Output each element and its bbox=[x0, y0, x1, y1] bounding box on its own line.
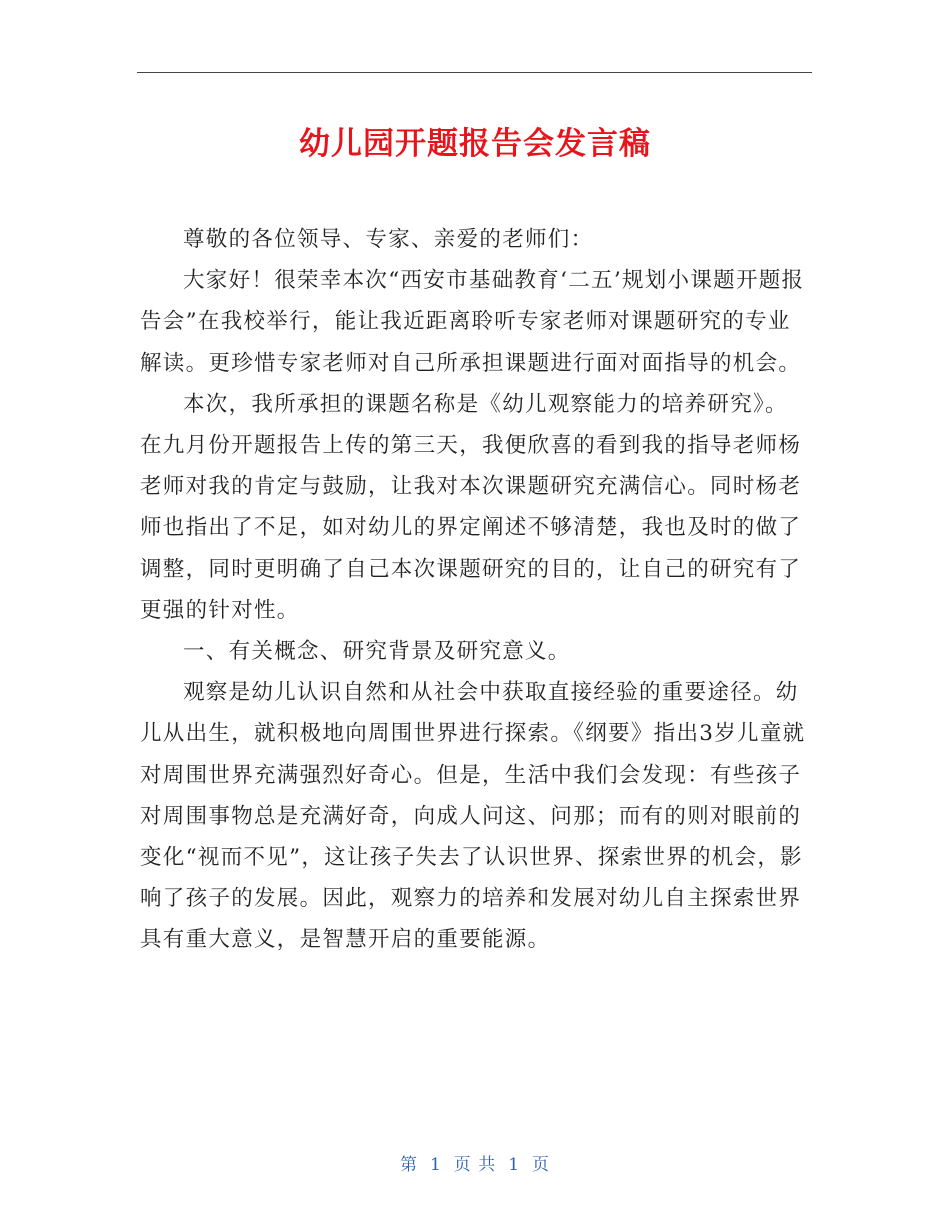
footer-label-page: 第 bbox=[399, 1155, 418, 1175]
intro-paragraph: 大家好！很荣幸本次“西安市基础教育‘二五’规划小课题开题报告会”在我校举行，能让我近距离聆听专家老师对课题研究的专业解读。更珍惜专家老师对自己所承担课题进行面对面指导的机会。 bbox=[140, 268, 805, 376]
salutation-paragraph: 尊敬的各位领导、专家、亲爱的老师们： bbox=[183, 227, 594, 252]
topic-paragraph: 本次，我所承担的课题名称是《幼儿观察能力的培养研究》。在九月份开题报告上传的第三天，我便欣喜的看到我的指导老师杨老师对我的肯定与鼓励，让我对本次课题研究充满信心。同时杨老师也指出了不足，如对幼儿的界定阐述不够清楚，我也及时的做了调整，同时更明确了自己本次课题研究的目的，让自己的研究有了更强的针对性。 bbox=[140, 391, 802, 623]
footer-label-of: 页 共 bbox=[453, 1155, 497, 1175]
footer-label-end: 页 bbox=[532, 1155, 551, 1175]
page-footer bbox=[0, 1150, 950, 1175]
background-paragraph: 观察是幼儿认识自然和从社会中获取直接经验的重要途径。幼儿从出生，就积极地向周围世界进行探索。《纲要》指出3岁儿童就对周围世界充满强烈好奇心。但是，生活中我们会发现：有些孩子对周围事物总是充满好奇，向成人问这、问那；而有的则对眼前的变化“视而不见”，这让孩子失去了认识世界、探索世界的机会，影响了孩子的发展。因此，观察力的培养和发展对幼儿自主探索世界具有重大意义，是智慧开启的重要能源。 bbox=[140, 680, 806, 953]
section-heading: 一、有关概念、研究背景及研究意义。 bbox=[183, 639, 571, 665]
document-title: 幼儿园开题报告会发言稿 bbox=[299, 126, 651, 162]
footer-current-page: 1 bbox=[429, 1155, 442, 1175]
header-rule bbox=[137, 72, 812, 73]
footer-total-pages: 1 bbox=[508, 1155, 521, 1175]
document-body bbox=[140, 219, 810, 961]
